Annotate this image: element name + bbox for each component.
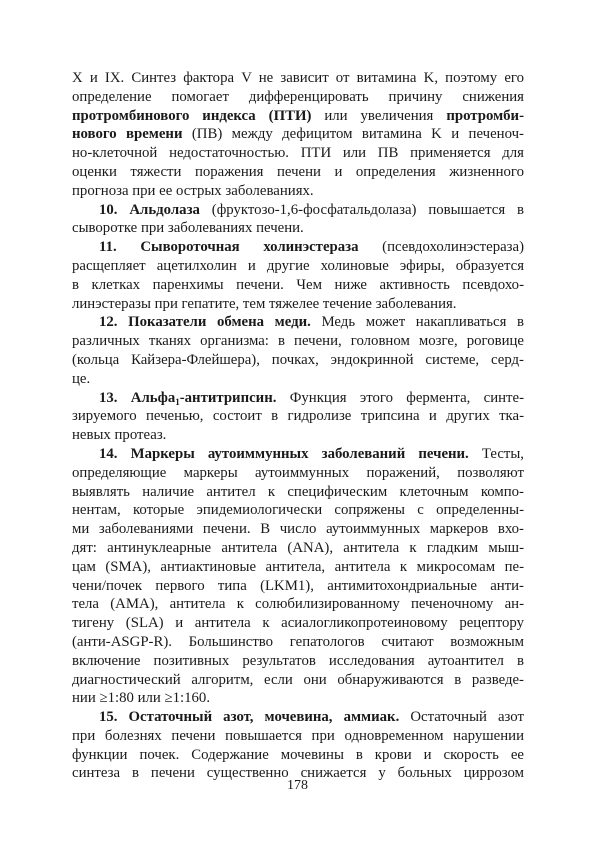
text-line	[72, 219, 524, 238]
text-run: ми заболеваниями печени. В число аутоиммунных маркеров вхо-	[72, 521, 524, 538]
text-line	[72, 125, 524, 144]
text-run: X и IX. Синтез фактора V не зависит от витамина K, поэтому его	[72, 70, 524, 86]
text-run: (ПВ) между дефицитом витамина K и печеноч-	[182, 126, 524, 143]
text-line	[72, 558, 524, 577]
text-line	[72, 201, 524, 220]
text-run: включение позитивных результатов исследования аутоантител в	[72, 652, 524, 669]
text-run: определение помогает дифференцировать причину снижения	[72, 88, 524, 105]
text-line	[72, 746, 524, 765]
text-line	[72, 671, 524, 690]
text-run: определяющие маркеры аутоиммунных поражений, позволяют	[72, 464, 524, 481]
text-run: чени/почек первого типа (LKM1), антимитохондриальные анти-	[72, 577, 524, 594]
text-run: выявлять наличие антител к специфическим клеточным компо-	[72, 483, 524, 500]
bold-term: протромбинового индекса (ПТИ)	[72, 107, 312, 124]
text-line	[72, 652, 524, 671]
text-line	[72, 370, 524, 389]
text-line	[72, 483, 524, 502]
text-run: оценки тяжести поражения печени и определения жизненного	[72, 163, 524, 180]
text-run: зируемого печенью, состоит в гидролизе трипсина и других тка-	[72, 408, 524, 425]
bold-term: 12. Показатели обмена меди.	[99, 314, 311, 331]
bold-term: 15. Остаточный азот, мочевина, аммиак.	[99, 709, 400, 726]
text-line	[72, 595, 524, 614]
text-line	[72, 238, 524, 257]
text-run: или увеличения	[311, 107, 447, 124]
text-run: но-клеточной недостаточностью. ПТИ или ПВ применяется для	[72, 145, 524, 162]
text-run: (анти-ASGP-R). Большинство гепатологов считают возможным	[72, 633, 524, 650]
text-line	[72, 614, 524, 633]
text-line	[72, 464, 524, 483]
text-line	[72, 276, 524, 295]
text-run: невых протеаз.	[72, 427, 167, 444]
bold-term: 14. Маркеры аутоиммунных заболеваний печени.	[99, 445, 469, 462]
text-line	[72, 577, 524, 596]
page-number: 178	[287, 778, 308, 793]
text-line	[72, 69, 524, 88]
text-run: (кольца Кайзера-Флейшера), почках, эндокринной системе, серд-	[72, 351, 524, 368]
text-line	[72, 407, 524, 426]
text-line	[72, 708, 524, 727]
text-run: це.	[72, 370, 91, 387]
text-run: расщепляет ацетилхолин и другие холиновые эфиры, образуется	[72, 257, 524, 274]
bold-term: -антитрипсин.	[179, 389, 277, 406]
bold-term: 10. Альдолаза	[99, 201, 200, 218]
text-run: Тесты,	[468, 445, 524, 462]
text-run: Функция этого фермента, синте-	[276, 389, 524, 406]
text-run: функции почек. Содержание мочевины в крови и скорость ее	[72, 746, 524, 763]
text-line	[72, 107, 524, 126]
text-line	[72, 163, 524, 182]
text-run: (фруктозо-1,6-фосфатальдолаза) повышается в	[199, 201, 524, 218]
text-run: тела (AMA), антитела к солюбилизированному печеночному ан-	[72, 596, 524, 613]
text-run: тигену (SLA) и антитела к асиалогликопротеиновому рецептору	[72, 615, 524, 632]
text-run: нии ≥1:80 или ≥1:160.	[72, 690, 211, 707]
text-line	[72, 295, 524, 314]
bold-term: протромби-	[446, 107, 524, 124]
bold-term: нового времени	[72, 126, 183, 143]
bold-term: 13. Альфа	[99, 389, 176, 406]
subscript-text: 1	[175, 396, 180, 407]
text-run: цам (SMA), антиактиновые антитела, антитела к микросомам пе-	[72, 558, 524, 575]
text-line	[72, 539, 524, 558]
text-run: Медь может накапливаться в	[310, 314, 524, 331]
text-line	[72, 257, 524, 276]
text-line	[72, 313, 524, 332]
text-line	[72, 351, 524, 370]
text-line	[72, 144, 524, 163]
bold-term: 11. Сывороточная холинэстераза	[99, 239, 359, 256]
text-run: дят: антинуклеарные антитела (ANA), антитела к гладким мыш-	[72, 539, 524, 556]
text-line	[72, 727, 524, 746]
text-line	[72, 389, 524, 408]
text-line	[72, 182, 524, 201]
text-line	[72, 88, 524, 107]
text-line	[72, 633, 524, 652]
text-run: (псевдохолинэстераза)	[358, 239, 524, 256]
text-line	[72, 689, 524, 708]
text-run: синтеза в печени существенно снижается у больных циррозом	[72, 765, 524, 782]
text-line	[72, 332, 524, 351]
text-line	[72, 520, 524, 539]
text-run: Остаточный азот	[399, 709, 524, 726]
text-run: линэстеразы при гепатите, тем тяжелее течение заболевания.	[72, 295, 457, 312]
text-run: нентам, которые эпидемиологически сопряжены с определенны-	[72, 502, 524, 519]
text-line	[72, 426, 524, 445]
text-run: в клетках паренхимы печени. Чем ниже активность псевдохо-	[72, 276, 524, 293]
text-run: при болезнях печени повышается при одновременном нарушении	[72, 727, 524, 744]
text-line	[72, 445, 524, 464]
text-run: диагностический алгоритм, если они обнаруживаются в разведе-	[72, 671, 524, 688]
text-line	[72, 501, 524, 520]
page-body	[72, 69, 524, 783]
text-run: различных тканях организма: в печени, головном мозге, роговице	[72, 333, 524, 350]
text-run: прогноза при ее острых заболеваниях.	[72, 182, 314, 199]
text-run: сыворотке при заболеваниях печени.	[72, 220, 304, 237]
